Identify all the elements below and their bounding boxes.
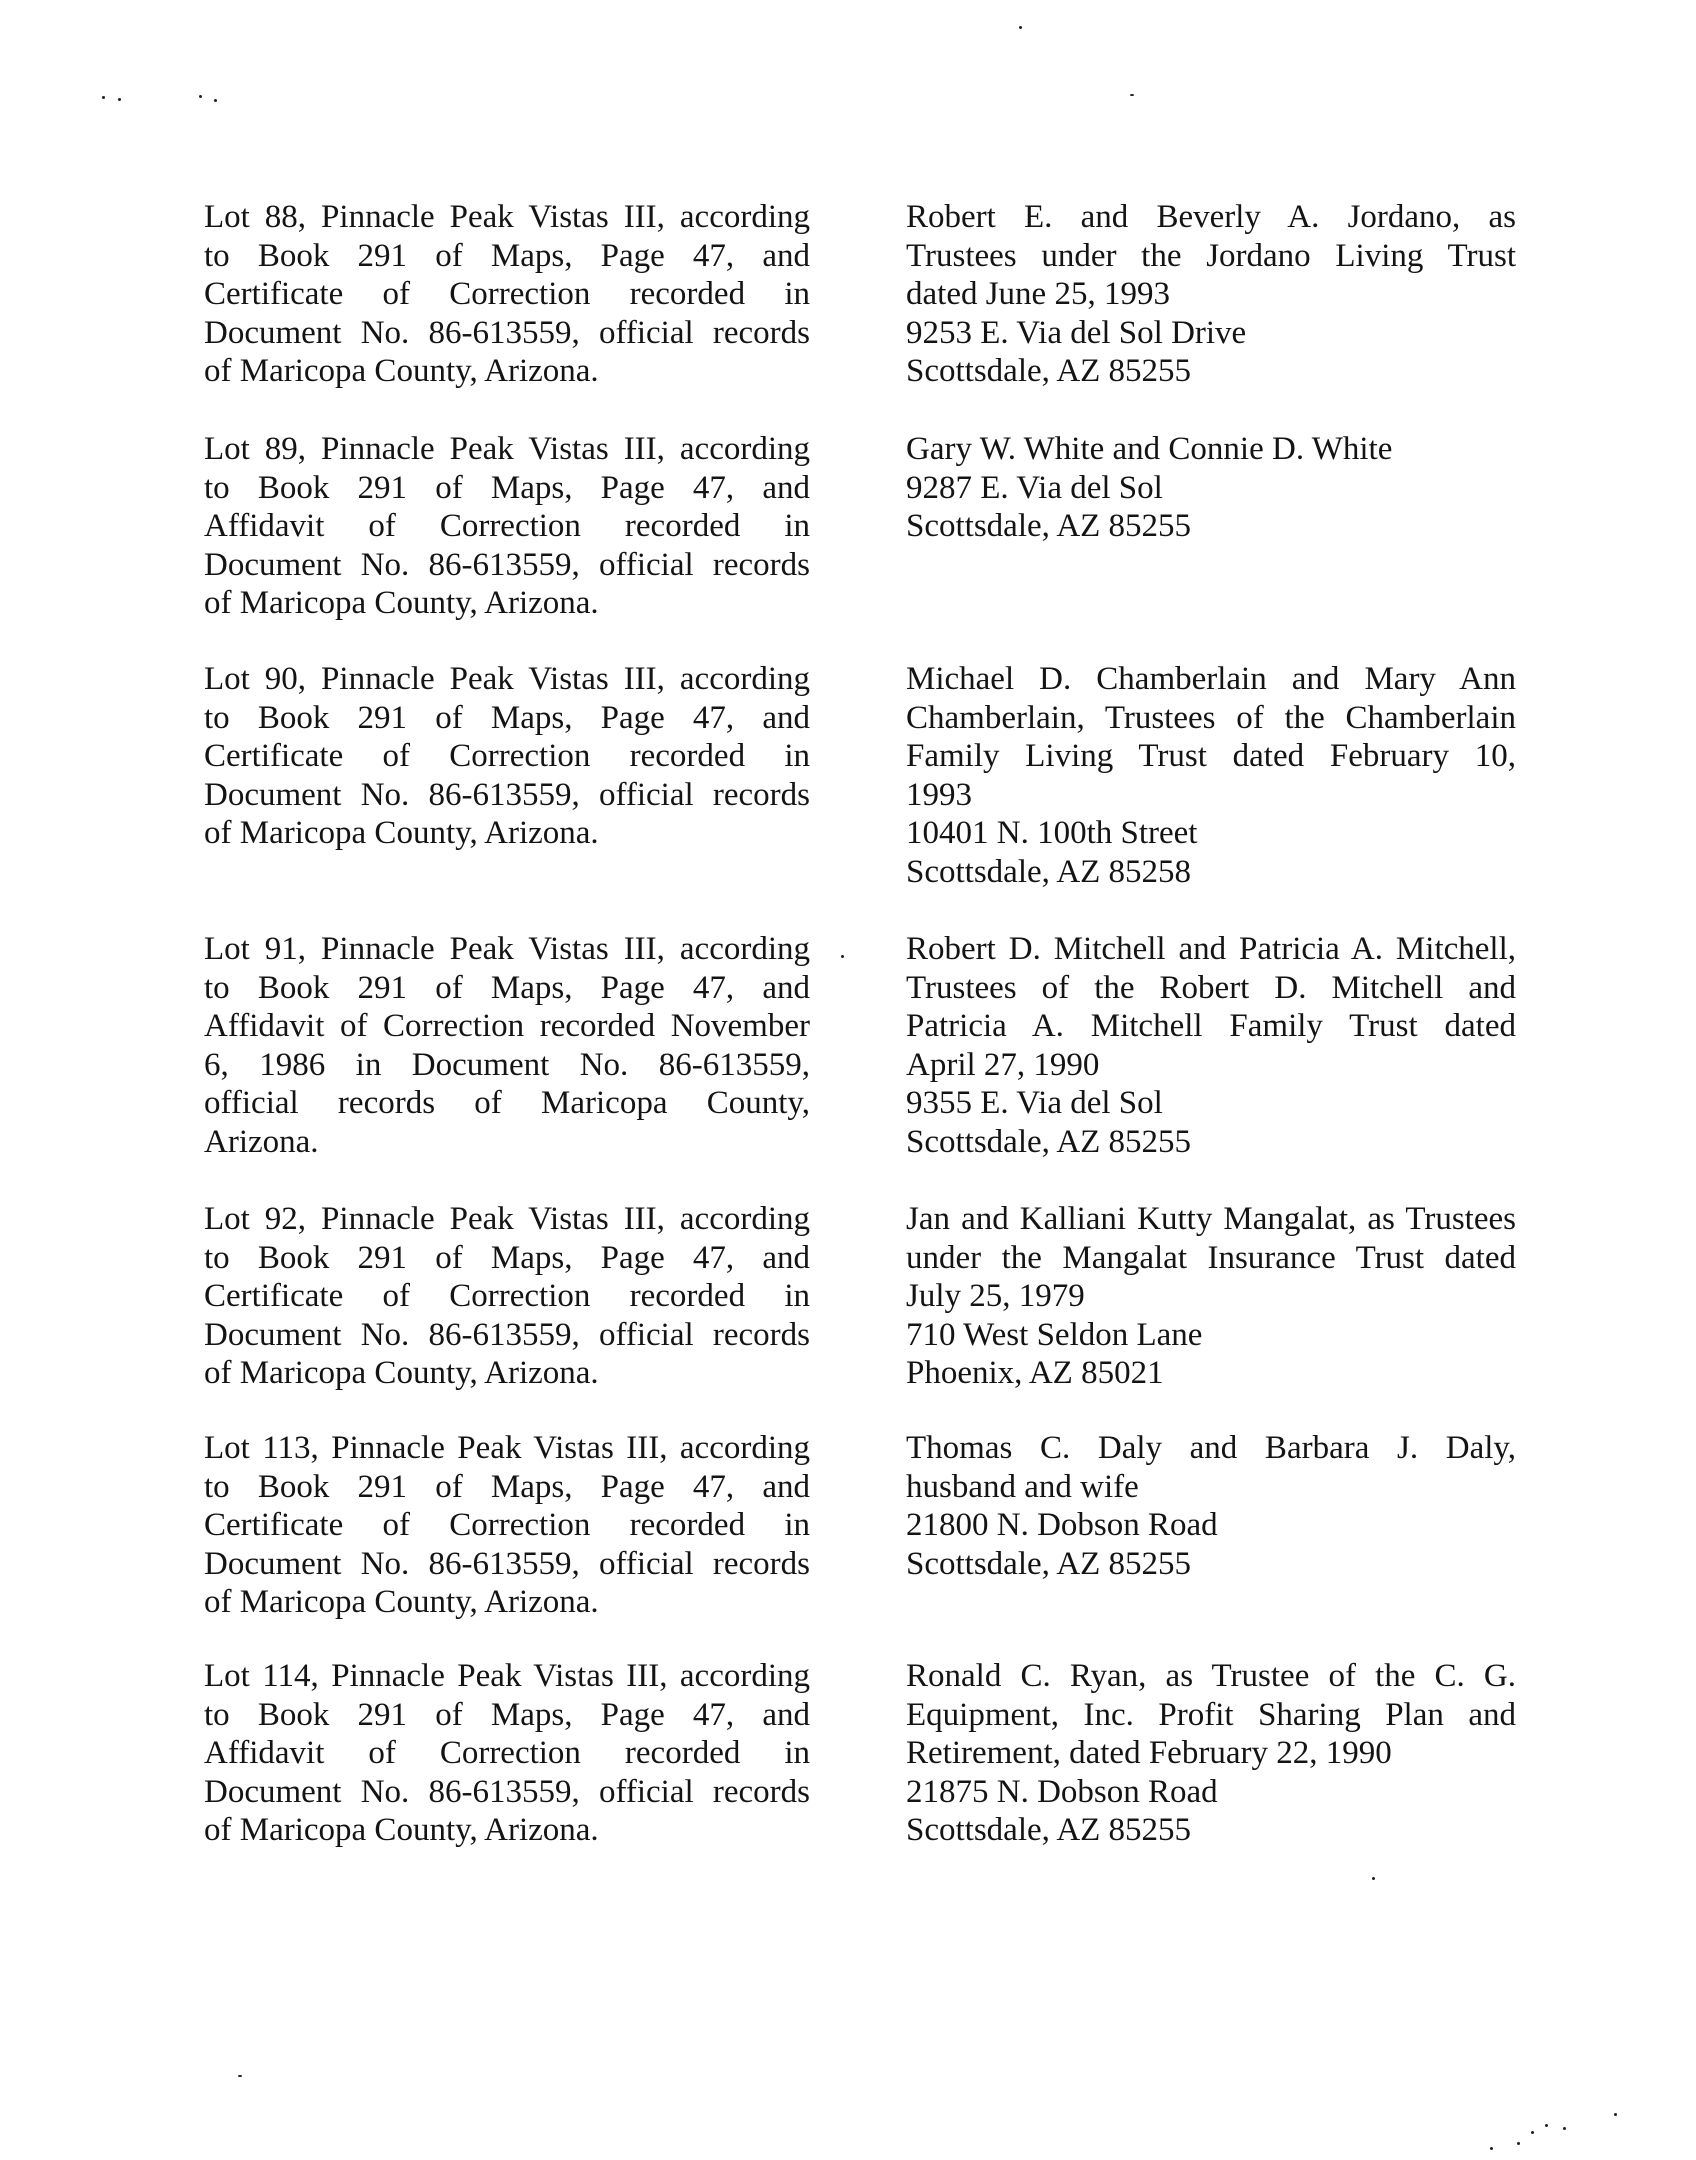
legal-line: Lot 91, Pinnacle Peak Vistas III, according <box>204 931 810 967</box>
owner-line: Phoenix, AZ 85021 <box>906 1355 1164 1392</box>
owner-line: 1993 <box>906 776 972 813</box>
scan-speck <box>214 99 217 102</box>
owner-line: Michael D. Chamberlain and Mary Ann <box>906 661 1516 697</box>
owner-line: under the Mangalat Insurance Trust dated <box>906 1239 1516 1276</box>
owner-line: 21875 N. Dobson Road <box>906 1773 1218 1810</box>
legal-line: to Book 291 of Maps, Page 47, and <box>204 1468 810 1505</box>
owner-line: Family Living Trust dated February 10, <box>906 738 1516 775</box>
legal-line: Document No. 86-613559, official records <box>204 776 810 813</box>
legal-line: Lot 88, Pinnacle Peak Vistas III, according <box>204 199 810 235</box>
owner-lot-113 <box>906 1429 1516 1583</box>
owner-lot-89 <box>906 430 1516 546</box>
legal-line: Affidavit of Correction recorded in <box>204 508 810 545</box>
legal-line: Document No. 86-613559, official records <box>204 1545 810 1582</box>
legal-line: Document No. 86-613559, official records <box>204 314 810 351</box>
scan-speck <box>102 96 105 99</box>
legal-line: 6, 1986 in Document No. 86-613559, <box>204 1046 810 1083</box>
scan-speck <box>118 98 121 101</box>
legal-line: Certificate of Correction recorded in <box>204 738 810 775</box>
scan-speck <box>1490 2147 1493 2150</box>
scan-speck <box>1372 1877 1375 1880</box>
legal-description-lot-113 <box>204 1429 810 1622</box>
legal-description-lot-91 <box>204 930 810 1162</box>
legal-line: of Maricopa County, Arizona. <box>204 1584 599 1621</box>
legal-line: Affidavit of Correction recorded in <box>204 1735 810 1772</box>
owner-line: Scottsdale, AZ 85255 <box>906 1545 1192 1582</box>
owner-lot-91 <box>906 930 1516 1162</box>
owner-line: 21800 N. Dobson Road <box>906 1507 1218 1544</box>
owner-line: Equipment, Inc. Profit Sharing Plan and <box>906 1696 1516 1733</box>
legal-line: Lot 113, Pinnacle Peak Vistas III, according <box>204 1430 810 1466</box>
owner-line: Chamberlain, Trustees of the Chamberlain <box>906 699 1516 736</box>
scan-speck <box>1531 2131 1534 2134</box>
legal-line: to Book 291 of Maps, Page 47, and <box>204 469 810 506</box>
legal-line: Lot 114, Pinnacle Peak Vistas III, according <box>204 1658 810 1694</box>
owner-line: Scottsdale, AZ 85255 <box>906 1123 1192 1160</box>
scan-speck <box>1019 26 1022 29</box>
legal-line: to Book 291 of Maps, Page 47, and <box>204 1239 810 1276</box>
owner-line: Trustees under the Jordano Living Trust <box>906 237 1516 274</box>
legal-line: to Book 291 of Maps, Page 47, and <box>204 1696 810 1733</box>
owner-line: Scottsdale, AZ 85258 <box>906 853 1192 890</box>
legal-line: of Maricopa County, Arizona. <box>204 585 599 622</box>
owner-line: Thomas C. Daly and Barbara J. Daly, <box>906 1430 1516 1466</box>
owner-line: Patricia A. Mitchell Family Trust dated <box>906 1008 1516 1045</box>
owner-line: dated June 25, 1993 <box>906 276 1170 313</box>
scan-speck <box>1614 2113 1617 2116</box>
owner-lot-92 <box>906 1200 1516 1393</box>
legal-line: official records of Maricopa County, <box>204 1085 810 1122</box>
owner-line: July 25, 1979 <box>906 1278 1085 1315</box>
legal-line: to Book 291 of Maps, Page 47, and <box>204 237 810 274</box>
legal-line: Document No. 86-613559, official records <box>204 1773 810 1810</box>
owner-line: 9253 E. Via del Sol Drive <box>906 314 1247 351</box>
owner-line: Gary W. White and Connie D. White <box>906 431 1393 467</box>
owner-line: Ronald C. Ryan, as Trustee of the C. G. <box>906 1658 1516 1694</box>
legal-line: to Book 291 of Maps, Page 47, and <box>204 969 810 1006</box>
owner-line: Trustees of the Robert D. Mitchell and <box>906 969 1516 1006</box>
legal-line: Certificate of Correction recorded in <box>204 276 810 313</box>
scan-speck <box>1545 2124 1548 2127</box>
owner-line: Jan and Kalliani Kutty Mangalat, as Trustees <box>906 1201 1516 1237</box>
legal-line: to Book 291 of Maps, Page 47, and <box>204 699 810 736</box>
owner-line: husband and wife <box>906 1468 1139 1505</box>
legal-line: Affidavit of Correction recorded November <box>204 1008 810 1045</box>
legal-line: Certificate of Correction recorded in <box>204 1278 810 1315</box>
scan-speck <box>238 2075 242 2077</box>
owner-line: 9287 E. Via del Sol <box>906 469 1163 506</box>
scan-speck <box>1563 2127 1566 2130</box>
legal-description-lot-88 <box>204 198 810 391</box>
owner-lot-88 <box>906 198 1516 391</box>
owner-line: Scottsdale, AZ 85255 <box>906 353 1192 390</box>
legal-line: of Maricopa County, Arizona. <box>204 1355 599 1392</box>
legal-line: of Maricopa County, Arizona. <box>204 353 599 390</box>
scan-speck <box>1517 2142 1520 2145</box>
legal-description-lot-89 <box>204 430 810 623</box>
legal-description-lot-114 <box>204 1657 810 1850</box>
legal-line: of Maricopa County, Arizona. <box>204 1812 599 1849</box>
scan-speck <box>1130 94 1134 96</box>
legal-line: Document No. 86-613559, official records <box>204 546 810 583</box>
owner-line: Retirement, dated February 22, 1990 <box>906 1735 1392 1772</box>
legal-line: Lot 89, Pinnacle Peak Vistas III, according <box>204 431 810 467</box>
legal-line: Lot 92, Pinnacle Peak Vistas III, according <box>204 1201 810 1237</box>
owner-line: 710 West Seldon Lane <box>906 1316 1203 1353</box>
owner-line: April 27, 1990 <box>906 1046 1100 1083</box>
scan-speck <box>199 95 202 98</box>
legal-line: Lot 90, Pinnacle Peak Vistas III, according <box>204 661 810 697</box>
legal-description-lot-92 <box>204 1200 810 1393</box>
owner-line: Scottsdale, AZ 85255 <box>906 508 1192 545</box>
owner-lot-114 <box>906 1657 1516 1850</box>
legal-line: Document No. 86-613559, official records <box>204 1316 810 1353</box>
owner-line: Robert D. Mitchell and Patricia A. Mitchell, <box>906 931 1516 967</box>
legal-line: Certificate of Correction recorded in <box>204 1507 810 1544</box>
owner-line: 9355 E. Via del Sol <box>906 1085 1163 1122</box>
owner-line: Robert E. and Beverly A. Jordano, as <box>906 199 1516 235</box>
scan-speck <box>841 955 844 958</box>
owner-lot-90 <box>906 660 1516 892</box>
owner-line: 10401 N. 100th Street <box>906 815 1198 852</box>
legal-line: Arizona. <box>204 1123 319 1160</box>
legal-description-lot-90 <box>204 660 810 853</box>
legal-line: of Maricopa County, Arizona. <box>204 815 599 852</box>
owner-line: Scottsdale, AZ 85255 <box>906 1812 1192 1849</box>
